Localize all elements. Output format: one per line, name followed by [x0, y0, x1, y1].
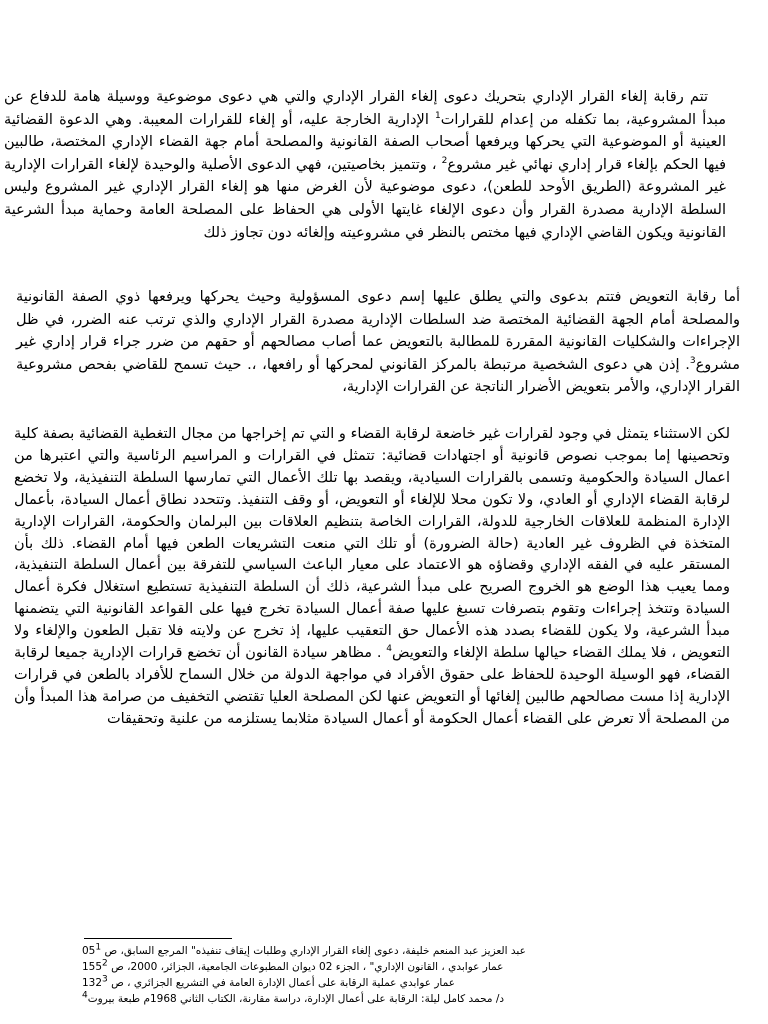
paragraph-annulment-review — [4, 86, 726, 244]
paragraph-text: لكن الاستثناء يتمثل في وجود لقرارات غير خاضعة لرقابة القضاء و التي تم إخراجها من مجال التغطية القضائية بصفة كلية وتحصينها إما بموجب نصوص قانونية أو اجتهادات قضائية: تتمثل في القرارات و المراسيم الرئاسية والتي اعتبرها من اعمال السيادة والحكومية وتسمى بالقرارات السيادية، ويقصد بها تلك الأعمال التي تمارسها السلطة التنفيذية، ولا تخضع لرقابة القضاء الإداري أو العادي، ولا تكون محلا للإلغاء أو التعويض، أو وقف التنفيذ. وتتحدد نطاق أعمال السيادة، بأعمال الإدارة المنظمة للعلاقات الخارجية للدولة، القرارات الخاصة بتنظيم العلاقات بين البرلمان والحكومة، القرارات الإدارية المتخذة في الظروف غير العادية (حالة الضرورة) أو تلك التي منعت التشريعات الطعن فيها أمام القضاء. ذلك بأن المستقر عليه في الفقه الإداري وقضاؤه هو الاعتماد على معيار الباعث السياسي للتفرقة بين أعمال السلطة التنفيذية، ومما يعيب هذا الوضع هو الخروج الصريح على مبدأ الشرعية، ذلك أن السلطة التنفيذية تستطيع استغلال فكرة أعمال السيادة وتتخذ إجراءات وتقوم بتصرفات تسبغ عليها صفة أعمال السيادة تخرج فيها على القواعد القانونية التي يتضمنها مبدأ الشرعية، ولا يكون للقضاء بصدد هذه الأعمال حق التعقيب عليها، إذ تخرج عن ولايته فلا تقبل الطعون والإلغاء ولا التعويض ، فلا يملك القضاء حيالها سلطة الإلغاء والتعويض — [14, 426, 730, 662]
footnote-text: عمار عوابدي عملية الرقابة على أعمال الإدارة العامة في التشريع الجزائري ، ص 132 — [82, 977, 455, 989]
footnote-number: 2 — [102, 958, 108, 969]
paragraph-text: . مظاهر سيادة القانون أن تخضع قرارات الإدارية جميعا لرقابة القضاء، فهو الوسيلة الوحيدة للحفاظ على حقوق الأفراد في مواجهة الدولة من خلال السماح للأفراد بالطعن في قرارات الإدارية إذا مست مصالحهم طالبين إلغائها أو التعويض عنها لكن المصلحة العليا تقتضي التخفيف من صرامة هذا المبدأ وأن من المصلحة ألا تعرض على القضاء أعمال الحكومة أو أعمال السيادة مثلابما يستلزمه من علنية وتحقيقات — [14, 645, 730, 727]
footnote-reference[interactable]: 2 — [441, 155, 448, 166]
footnotes-list — [82, 943, 642, 1007]
footnote-number: 1 — [95, 942, 102, 953]
paragraph-text: الإدارية الخارجة عليه، أو إلغاء للقرارات المعيبة. وهي الدعوة القضائية العينية أو الموضوعية التي يحركها ويرفعها أصحاب الصفة القانونية والمصلحة أمام جهة القضاء الإداري المختصة، طالبين فيها الحكم بإلغاء قرار إداري نهائي غير مشروع — [4, 111, 726, 173]
paragraph-compensation-review — [16, 286, 740, 399]
footnote-number: 4 — [82, 990, 88, 1001]
footnote-item — [82, 959, 642, 975]
paragraph-text: . إذن هي دعوى الشخصية مرتبطة بالمركز القانوني لمحركها أو رافعها، ،. حيث تسمح للقاضي بفحص مشروعية القرار الإداري، والأمر بتعويض الأضرار الناتجة عن القرارات الإدارية، — [16, 356, 740, 396]
paragraph-text: ، وتتميز بخاصيتين، فهي الدعوى الأصلية والوحيدة لإلغاء القرارات الإدارية غير المشروعة (الطريق الأوحد للطعن)، دعوى موضوعية لأن الغرض منها هو إلغاء القرار الإداري غير المشروع وليس السلطة الإدارية مصدرة القرار وأن دعوى الإلغاء غايتها الأولى هي الحفاظ على المصلحة العامة وحماية مبدأ الشرعية القانونية ويكون القاضي الإداري فيها مختص بالنظر في مشروعيته وإلغائه دون تجاوز ذلك — [4, 156, 726, 241]
footnote-reference[interactable]: 4 — [386, 644, 393, 655]
footnote-number: 3 — [102, 974, 108, 985]
footnote-item — [82, 943, 642, 959]
paragraph-text: أما رقابة التعويض فتتم بدعوى والتي يطلق عليها إسم دعوى المسؤولية وحيث يحركها ويرفعها ذوي الصفة القانونية والمصلحة أمام الجهة القضائية المختصة ضد السلطات الإدارية مصدرة القرار الإداري والذي ترتب عنه الضرر، في ظل الإجراءات والشكليات القانونية المقررة للمطالبة بالتعويض عما أصاب مصالحهم أو حقهم من ضرر جراء قرار إداري غير مشروع — [16, 289, 740, 373]
footnote-text: عبد العزيز عبد المنعم خليفة، دعوى إلغاء القرار الإداري وطلبات إيقاف تنفيذه" المرجع السابق، ص 05 — [82, 945, 526, 957]
footnote-reference[interactable]: 1 — [435, 110, 441, 121]
footnote-text: د/ محمد كامل ليلة: الرقابة على أعمال الإدارة، دراسة مقارنة، الكتاب الثاني 1968م طبعة بيروت — [87, 993, 505, 1005]
paragraph-text: تتم رقابة إلغاء القرار الإداري بتحريك دعوى إلغاء القرار الإداري والتي هي دعوى موضوعية ووسيلة هامة للدفاع عن مبدأ المشروعية، بما تكفله من إعدام للقرارات — [4, 89, 727, 128]
footnote-reference[interactable]: 3 — [689, 355, 696, 366]
paragraph-sovereignty-exception — [14, 424, 730, 731]
footnote-text: عمار عوابدي ، القانون الإداري" ، الجزء 02 ديوان المطبوعات الجامعية، الجزائر، 2000، ص 155 — [82, 961, 504, 973]
footnote-item — [82, 975, 642, 991]
footnote-item — [82, 991, 642, 1007]
footnote-separator — [84, 938, 232, 939]
